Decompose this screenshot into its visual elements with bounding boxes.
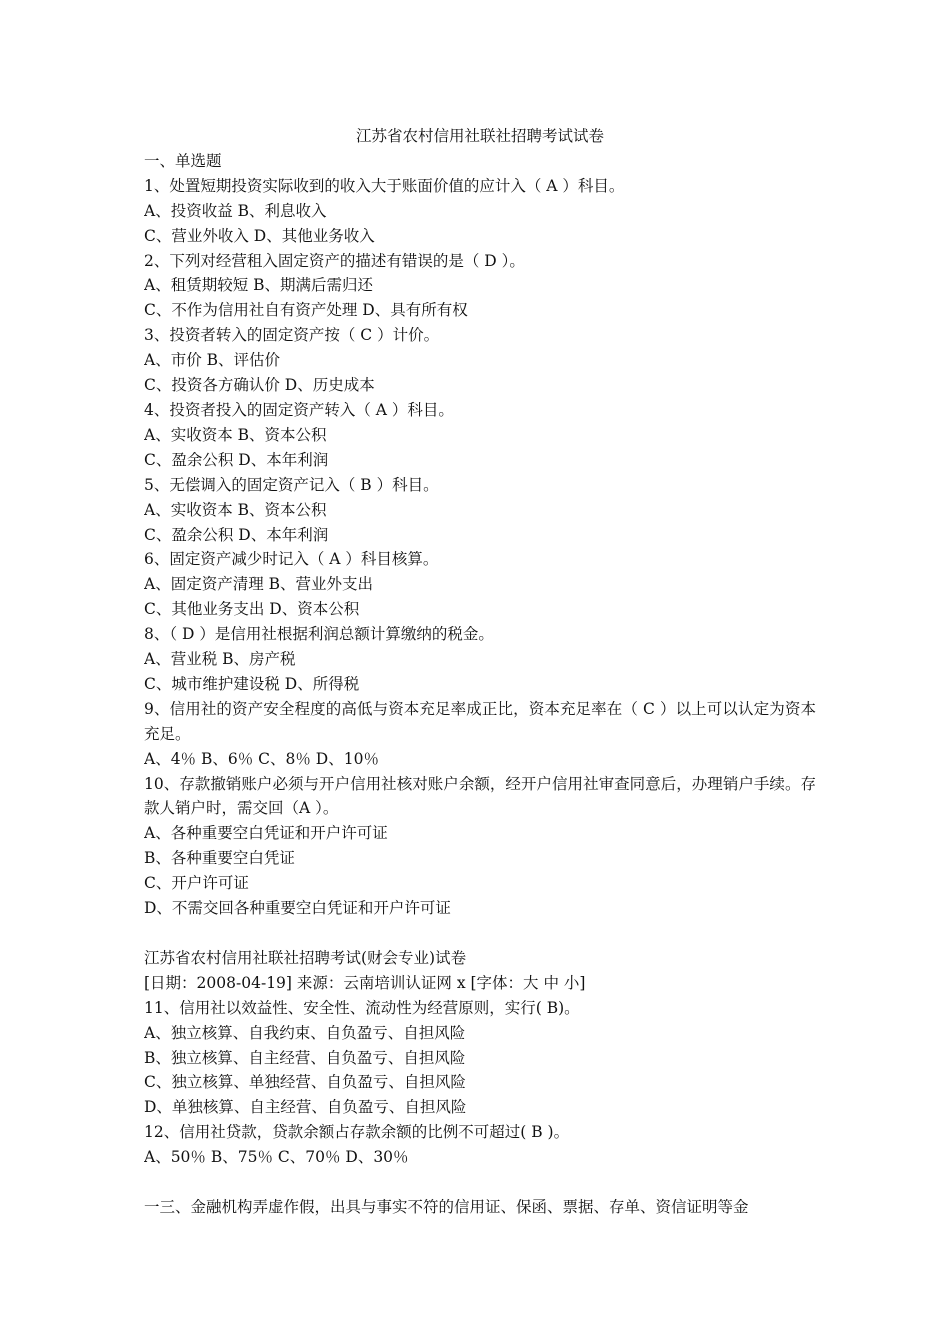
article-meta: [日期：2008-04-19] 来源：云南培训认证网 x [字体：大 中 小] (144, 973, 586, 992)
question-1-options-ab: A、投资收益 B、利息收入 (144, 201, 327, 220)
question-10-option-c: C、开户许可证 (144, 874, 249, 893)
question-5-options-ab: A、实收资本 B、资本公积 (144, 500, 327, 519)
second-exam-title: 江苏省农村信用社联社招聘考试(财会专业)试卷 (144, 948, 467, 967)
question-12-options: A、50％ B、75％ C、70％ D、30％ (144, 1148, 409, 1167)
question-2: 2、下列对经营租入固定资产的描述有错误的是（ D ）。 (144, 251, 525, 270)
question-11-option-d: D、单独核算、自主经营、自负盈亏、自担风险 (144, 1098, 467, 1117)
question-12: 12、信用社贷款，贷款余额占存款余额的比例不可超过( B )。 (144, 1123, 570, 1142)
question-6: 6、固定资产减少时记入（ A ）科目核算。 (144, 550, 439, 569)
document-page (144, 124, 816, 1220)
section-heading: 一、单选题 (144, 151, 222, 170)
question-3: 3、投资者转入的固定资产按（ C ）计价。 (144, 326, 440, 345)
question-13: 一三、金融机构弄虚作假，出具与事实不符的信用证、保函、票据、存单、资信证明等金 (144, 1197, 749, 1216)
question-4: 4、投资者投入的固定资产转入（ A ）科目。 (144, 400, 454, 419)
question-3-options-cd: C、投资各方确认价 D、历史成本 (144, 376, 375, 395)
question-10: 10、存款撤销账户必须与开户信用社核对账户余额，经开户信用社审查同意后，办理销户手续。存款人销户时，需交回（A ）。 (144, 774, 816, 818)
question-11-option-a: A、独立核算、自我约束、自负盈亏、自担风险 (144, 1023, 466, 1042)
question-5-options-cd: C、盈余公积 D、本年利润 (144, 525, 329, 544)
question-9: 9、信用社的资产安全程度的高低与资本充足率成正比，资本充足率在（ C ）以上可以认定为资本充足。 (144, 699, 816, 743)
question-1: 1、处置短期投资实际收到的收入大于账面价值的应计入（ A ）科目。 (144, 176, 625, 195)
question-3-options-ab: A、市价 B、评估价 (144, 351, 281, 370)
question-2-options-cd: C、不作为信用社自有资产处理 D、具有所有权 (144, 301, 468, 320)
question-4-options-cd: C、盈余公积 D、本年利润 (144, 450, 329, 469)
question-10-option-b: B、各种重要空白凭证 (144, 849, 295, 868)
question-8-options-cd: C、城市维护建设税 D、所得税 (144, 674, 360, 693)
question-5: 5、无偿调入的固定资产记入（ B ）科目。 (144, 475, 439, 494)
question-1-options-cd: C、营业外收入 D、其他业务收入 (144, 226, 375, 245)
blank-line (144, 921, 816, 946)
document-title: 江苏省农村信用社联社招聘考试试卷 (355, 127, 604, 145)
question-10-option-a: A、各种重要空白凭证和开户许可证 (144, 824, 388, 843)
question-6-options-ab: A、固定资产清理 B、营业外支出 (144, 575, 374, 594)
question-10-option-d: D、不需交回各种重要空白凭证和开户许可证 (144, 899, 451, 918)
blank-line (144, 1170, 816, 1195)
question-2-options-ab: A、租赁期较短 B、期满后需归还 (144, 276, 374, 295)
question-6-options-cd: C、其他业务支出 D、资本公积 (144, 600, 360, 619)
question-9-options: A、4％ B、6％ C、8％ D、10％ (144, 749, 379, 768)
question-11-option-b: B、独立核算、自主经营、自负盈亏、自担风险 (144, 1048, 466, 1067)
question-11: 11、信用社以效益性、安全性、流动性为经营原则，实行( B)。 (144, 998, 580, 1017)
question-11-option-c: C、独立核算、单独经营、自负盈亏、自担风险 (144, 1073, 466, 1092)
question-8-options-ab: A、营业税 B、房产税 (144, 650, 296, 669)
question-8: 8、（ D ）是信用社根据利润总额计算缴纳的税金。 (144, 625, 494, 644)
question-4-options-ab: A、实收资本 B、资本公积 (144, 425, 327, 444)
